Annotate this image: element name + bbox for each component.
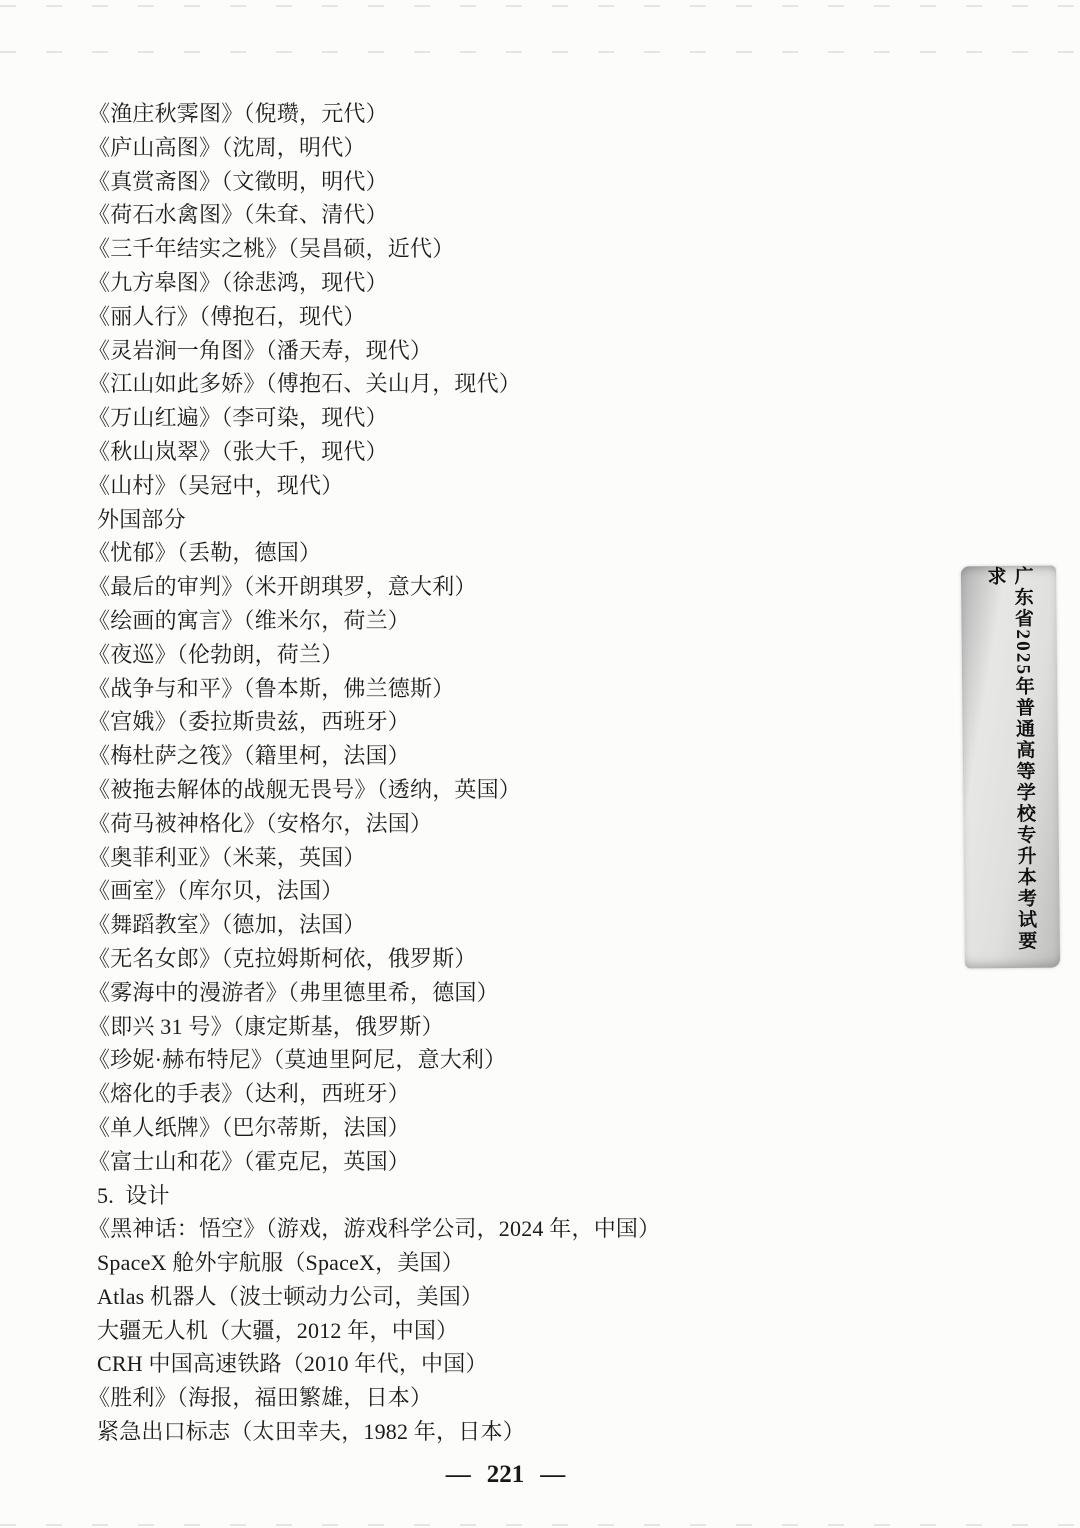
- list-line: 《雾海中的漫游者》（弗里德里希，德国）: [88, 979, 499, 1005]
- artwork-list: [88, 97, 968, 1449]
- list-line: 《荷马被神格化》（安格尔，法国）: [88, 810, 433, 836]
- list-line: 《忧郁》（丢勒，德国）: [88, 540, 322, 566]
- list-line: 《被拖去解体的战舰无畏号》（透纳，英国）: [88, 776, 522, 802]
- list-line: CRH 中国高速铁路（2010 年代，中国）: [97, 1351, 488, 1377]
- list-line: 《万山红遍》（李可染，现代）: [88, 405, 388, 431]
- list-line: 《荷石水禽图》（朱耷、清代）: [88, 202, 388, 228]
- list-line: 《胜利》（海报，福田繁雄，日本）: [88, 1385, 433, 1411]
- list-line: 《梅杜萨之筏》（籍里柯，法国）: [88, 743, 411, 769]
- list-line: 《山村》（吴冠中，现代）: [88, 472, 344, 498]
- list-line: 《黑神话：悟空》（游戏，游戏科学公司，2024 年，中国）: [88, 1216, 661, 1242]
- list-line: 《丽人行》（傅抱石，现代）: [88, 303, 366, 329]
- list-line: 紧急出口标志（太田幸夫，1982 年，日本）: [97, 1419, 525, 1445]
- footer-dash-right: —: [540, 1461, 566, 1488]
- list-line: 《三千年结实之桃》（吴昌硕，近代）: [88, 236, 455, 262]
- list-line: 《宫娥》（委拉斯贵兹，西班牙）: [88, 709, 411, 735]
- list-line: 《真赏斋图》（文徵明，明代）: [88, 168, 388, 194]
- list-line: 《灵岩涧一角图》（潘天寿，现代）: [88, 337, 433, 363]
- list-line: 《珍妮·赫布特尼》（莫迪里阿尼，意大利）: [88, 1047, 507, 1073]
- list-line: Atlas 机器人（波士顿动力公司，美国）: [97, 1283, 484, 1309]
- list-line: 《渔庄秋霁图》（倪瓒，元代）: [88, 101, 388, 126]
- list-line: 《江山如此多娇》（傅抱石、关山月，现代）: [88, 371, 522, 397]
- list-line: 《舞蹈教室》（德加，法国）: [88, 912, 366, 938]
- page-number: 221: [486, 1461, 525, 1488]
- list-line: 《最后的审判》（米开朗琪罗，意大利）: [88, 574, 477, 600]
- list-line: 《奥菲利亚》（米莱，英国）: [88, 844, 366, 870]
- list-line: 《单人纸牌》（巴尔蒂斯，法国）: [88, 1114, 411, 1140]
- list-line: 《绘画的寓言》（维米尔，荷兰）: [88, 607, 411, 633]
- list-line: 《秋山岚翠》（张大千，现代）: [88, 438, 388, 464]
- list-line: 外国部分: [97, 506, 186, 532]
- list-line: 《熔化的手表》（达利，西班牙）: [88, 1081, 411, 1107]
- scan-noise-artifact: [0, 5, 1080, 7]
- list-line: 《富士山和花》（霍克尼，英国）: [88, 1148, 411, 1174]
- side-tab-label: 广东省2025年普通高等学校专升本考试要求: [984, 565, 1037, 952]
- list-line: 《即兴 31 号》（康定斯基，俄罗斯）: [88, 1013, 444, 1039]
- scan-noise-artifact: [0, 51, 1080, 53]
- list-line: 《夜巡》（伦勃朗，荷兰）: [88, 641, 344, 667]
- list-line: 5. 设计: [97, 1182, 170, 1208]
- list-line: 《战争与和平》（鲁本斯，佛兰德斯）: [88, 675, 455, 701]
- list-line: 大疆无人机（大疆，2012 年，中国）: [97, 1317, 459, 1343]
- scan-noise-artifact: [0, 1524, 1080, 1526]
- list-line: SpaceX 舱外宇航服（SpaceX，美国）: [97, 1250, 464, 1276]
- list-line: 《无名女郎》（克拉姆斯柯依，俄罗斯）: [88, 945, 477, 971]
- list-line: 《九方皋图》（徐悲鸿，现代）: [88, 269, 388, 295]
- list-line: 《画室》（库尔贝，法国）: [88, 878, 344, 904]
- page-footer: [0, 1461, 1011, 1489]
- side-tab: [961, 566, 1060, 969]
- list-line: 《庐山高图》（沈周，明代）: [88, 134, 366, 160]
- footer-dash-left: —: [445, 1461, 471, 1488]
